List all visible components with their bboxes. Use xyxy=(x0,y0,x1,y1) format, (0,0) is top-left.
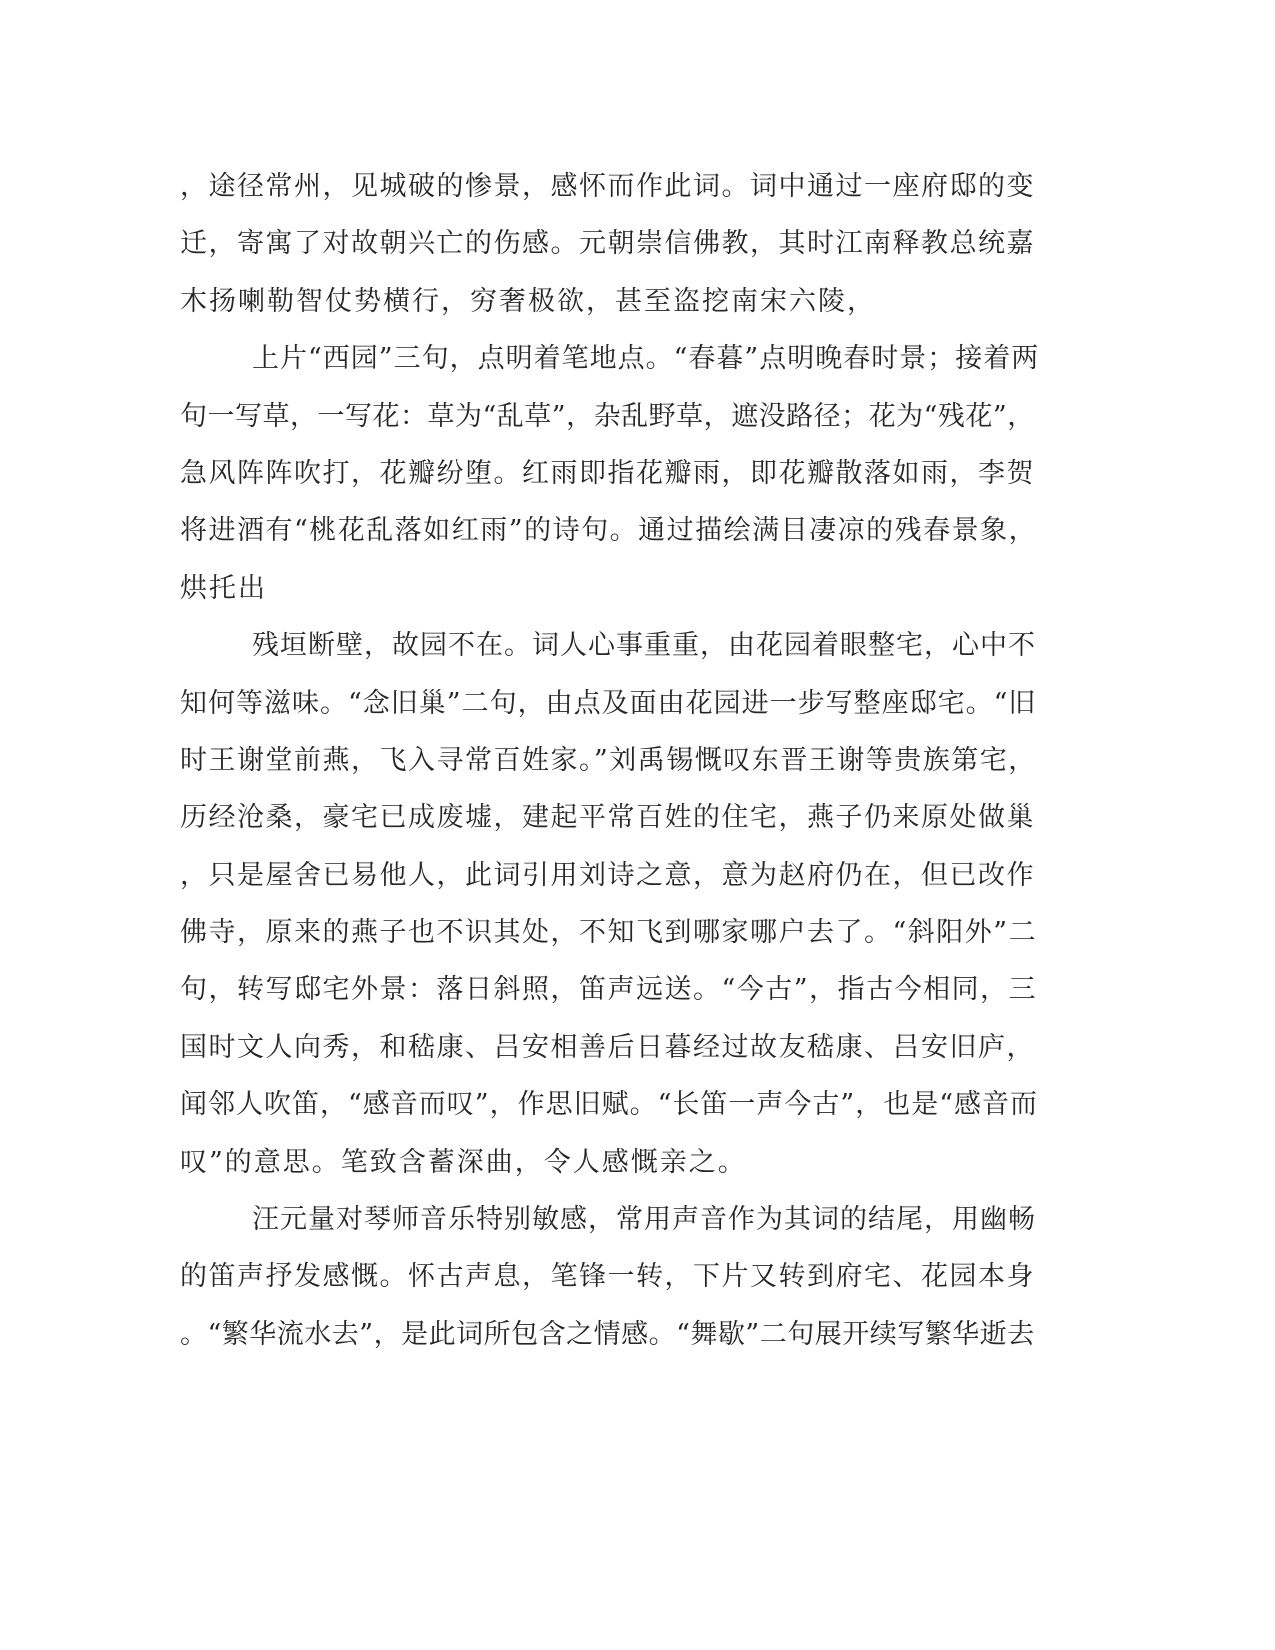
text-line: 历经沧桑，豪宅已成废墟，建起平常百姓的住宅，燕子仍来原处做巢 xyxy=(180,802,1035,834)
text-line: 句，转写邸宅外景：落日斜照，笛声远送。“今古”，指古今相同，三 xyxy=(180,974,1038,1006)
text-line: ，途径常州，见城破的惨景，感怀而作此词。词中通过一座府邸的变 xyxy=(180,171,1035,202)
text-line: 残垣断壁，故园不在。词人心事重重，由花园着眼整宅，心中不 xyxy=(252,630,1036,662)
text-line: 将进酒有“桃花乱落如红雨”的诗句。通过描绘满目凄凉的残春景象， xyxy=(180,515,1038,547)
text-line: 木扬喇勒智仗势横行，穷奢极欲，甚至盗挖南宋六陵， xyxy=(180,285,876,317)
text-line: 佛寺，原来的燕子也不识其处，不知飞到哪家哪户去了。“斜阳外”二 xyxy=(180,917,1038,949)
text-line: 时王谢堂前燕，飞入寻常百姓家。”刘禹锡慨叹东晋王谢等贵族第宅， xyxy=(180,744,1037,776)
text-line: 句一写草，一写花：草为“乱草”，杂乱野草，遮没路径；花为“残花”， xyxy=(180,400,1035,432)
document-body xyxy=(180,158,1040,1363)
text-line: 闻邻人吹笛，“感音而叹”，作思旧赋。“长笛一声今古”，也是“感音而 xyxy=(180,1089,1039,1121)
text-line: 上片“西园”三句，点明着笔地点。“春暮”点明晚春时景；接着两 xyxy=(252,343,1040,375)
text-line: 叹”的意思。笔致含蓄深曲，令人感慨亲之。 xyxy=(180,1146,747,1178)
text-line: ，只是屋舍已易他人，此词引用刘诗之意，意为赵府仍在，但已改作 xyxy=(180,859,1035,891)
text-line: 汪元量对琴师音乐特别敏感，常用声音作为其词的结尾，用幽畅 xyxy=(252,1204,1036,1236)
text-line: 国时文人向秀，和嵇康、吕安相善后日暮经过故友嵇康、吕安旧庐， xyxy=(180,1031,1035,1063)
text-line: 迁，寄寓了对故朝兴亡的伤感。元朝崇信佛教，其时江南释教总统嘉 xyxy=(180,228,1035,260)
text-line: 的笛声抒发感慨。怀古声息，笔锋一转，下片又转到府宅、花园本身 xyxy=(180,1261,1035,1293)
text-line: 烘托出 xyxy=(180,572,267,604)
text-line: 急风阵阵吹打，花瓣纷堕。红雨即指花瓣雨，即花瓣散落如雨，李贺 xyxy=(180,457,1035,489)
text-line: 。“繁华流水去”，是此词所包含之情感。“舞歇”二句展开续写繁华逝去 xyxy=(180,1318,1035,1350)
text-line: 知何等滋味。“念旧巢”二句，由点及面由花园进一步写整座邸宅。“旧 xyxy=(180,687,1037,719)
